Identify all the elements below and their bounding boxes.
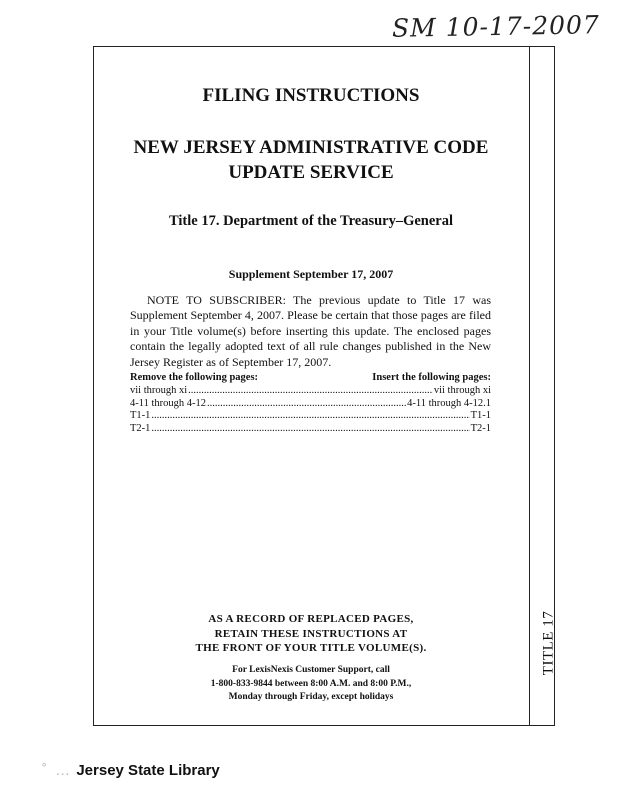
leader-dots bbox=[151, 410, 469, 423]
supplement-date: Supplement September 17, 2007 bbox=[228, 267, 394, 281]
support-line2: 1-800-833-9844 between 8:00 A.M. and 8:00 P.M., bbox=[210, 678, 412, 689]
footer-text: Jersey State Library bbox=[76, 762, 220, 779]
table-header bbox=[130, 372, 491, 385]
subscriber-note bbox=[130, 293, 491, 370]
leader-dots bbox=[188, 385, 433, 398]
page-replacement-table bbox=[130, 372, 491, 436]
table-row bbox=[130, 423, 491, 436]
insert-cell: 4-11 through 4-12.1 bbox=[407, 397, 491, 409]
support-line3: Monday through Friday, except holidays bbox=[228, 692, 394, 702]
record-line3: THE FRONT OF YOUR TITLE VOLUME(S). bbox=[195, 642, 427, 654]
remove-cell: vii through xi bbox=[130, 384, 188, 396]
subscriber-note-text: NOTE TO SUBSCRIBER: The previous update to Title 17 was Supplement September 4, 2007. Please be certain that those pages are filed in your Title volume(s) before inserting this update. The enclosed pages contain the legally adopted text of all rule changes published in the New Jersey Register as of September 17, 2007. bbox=[130, 293, 491, 369]
insert-cell: T2-1 bbox=[470, 423, 491, 435]
title-tab-label: TITLE 17 bbox=[540, 610, 557, 676]
remove-header: Remove the following pages: bbox=[130, 372, 259, 383]
remove-cell: T2-1 bbox=[130, 423, 151, 435]
handwritten-stamp: SM 10-17-2007 bbox=[391, 10, 601, 43]
footer-faded-prefix: ˚ … bbox=[42, 762, 73, 779]
code-title-line1: NEW JERSEY ADMINISTRATIVE CODE bbox=[133, 137, 489, 158]
code-title bbox=[93, 135, 529, 185]
remove-cell: 4-11 through 4-12 bbox=[130, 397, 207, 409]
leader-dots bbox=[151, 423, 469, 436]
record-notice bbox=[93, 612, 529, 656]
insert-cell: T1-1 bbox=[470, 410, 491, 422]
record-line1: AS A RECORD OF REPLACED PAGES, bbox=[208, 613, 414, 625]
filing-instructions-heading: FILING INSTRUCTIONS bbox=[202, 85, 420, 106]
title-tab bbox=[534, 598, 564, 688]
remove-cell: T1-1 bbox=[130, 410, 151, 422]
leader-dots bbox=[207, 398, 406, 411]
support-line1: For LexisNexis Customer Support, call bbox=[232, 665, 390, 675]
table-row bbox=[130, 385, 491, 398]
table-row bbox=[130, 398, 491, 411]
table-row bbox=[130, 410, 491, 423]
library-footer bbox=[42, 762, 220, 779]
record-line2: RETAIN THESE INSTRUCTIONS AT bbox=[214, 627, 408, 640]
title-line: Title 17. Department of the Treasury–General bbox=[168, 213, 454, 229]
insert-cell: vii through xi bbox=[433, 384, 491, 396]
customer-support bbox=[93, 664, 529, 705]
insert-header: Insert the following pages: bbox=[372, 372, 491, 383]
code-title-line2: UPDATE SERVICE bbox=[228, 162, 394, 183]
